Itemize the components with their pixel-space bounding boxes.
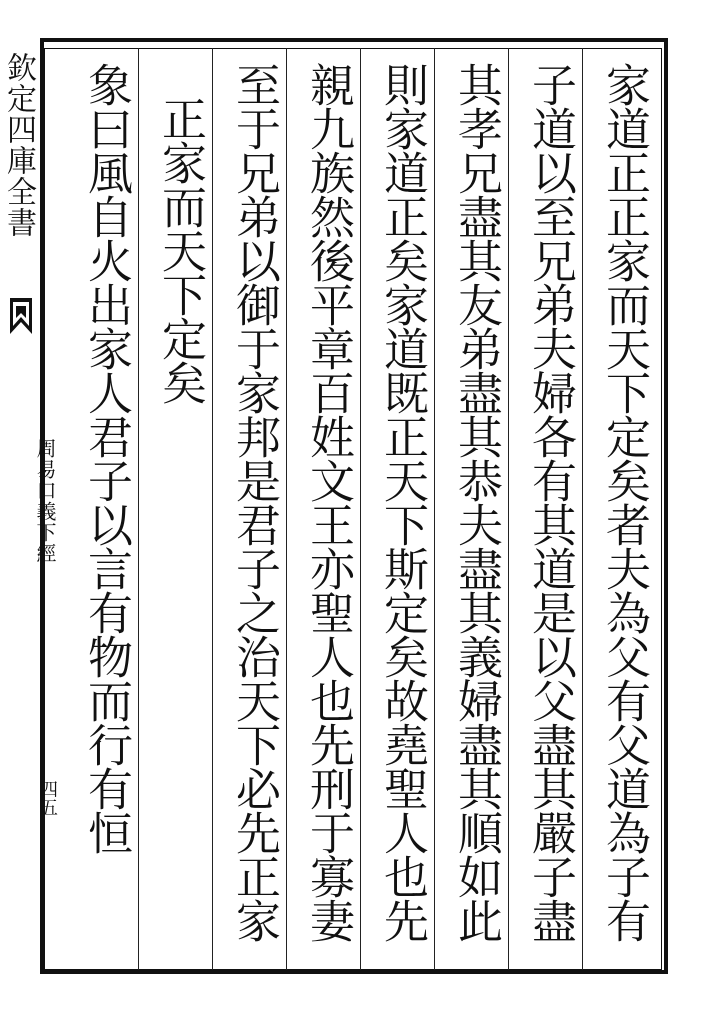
text-column-4: 則家道正矣家道既正天下斯定矣故堯聖人也先: [376, 62, 429, 942]
section-title: 周易口義下經: [33, 438, 57, 564]
column-divider: [508, 48, 509, 970]
text-column-6: 至于兄弟以御于家邦是君子之治天下必先正家: [228, 62, 281, 942]
text-column-7: 正家而天下定矣: [154, 96, 207, 404]
text-column-3: 其孝兄盡其友弟盡其恭夫盡其義婦盡其順如此: [450, 62, 503, 942]
column-divider: [138, 48, 139, 970]
column-divider: [434, 48, 435, 970]
text-column-8: 象曰風自火出家人君子以言有物而行有恒: [80, 62, 133, 854]
column-divider: [286, 48, 287, 970]
book-title: 欽定四庫全書: [1, 52, 36, 238]
text-column-5: 親九族然後平章百姓文王亦聖人也先刑于寡妻: [302, 62, 355, 942]
fish-tail-mark-icon: [10, 298, 32, 334]
text-column-1: 家道正正家而天下定矣者夫為父有父道為子有: [598, 62, 651, 942]
column-divider: [360, 48, 361, 970]
column-divider: [212, 48, 213, 970]
page-number: 四五: [37, 780, 58, 816]
text-column-2: 子道以至兄弟夫婦各有其道是以父盡其嚴子盡: [524, 62, 577, 942]
column-divider: [582, 48, 583, 970]
